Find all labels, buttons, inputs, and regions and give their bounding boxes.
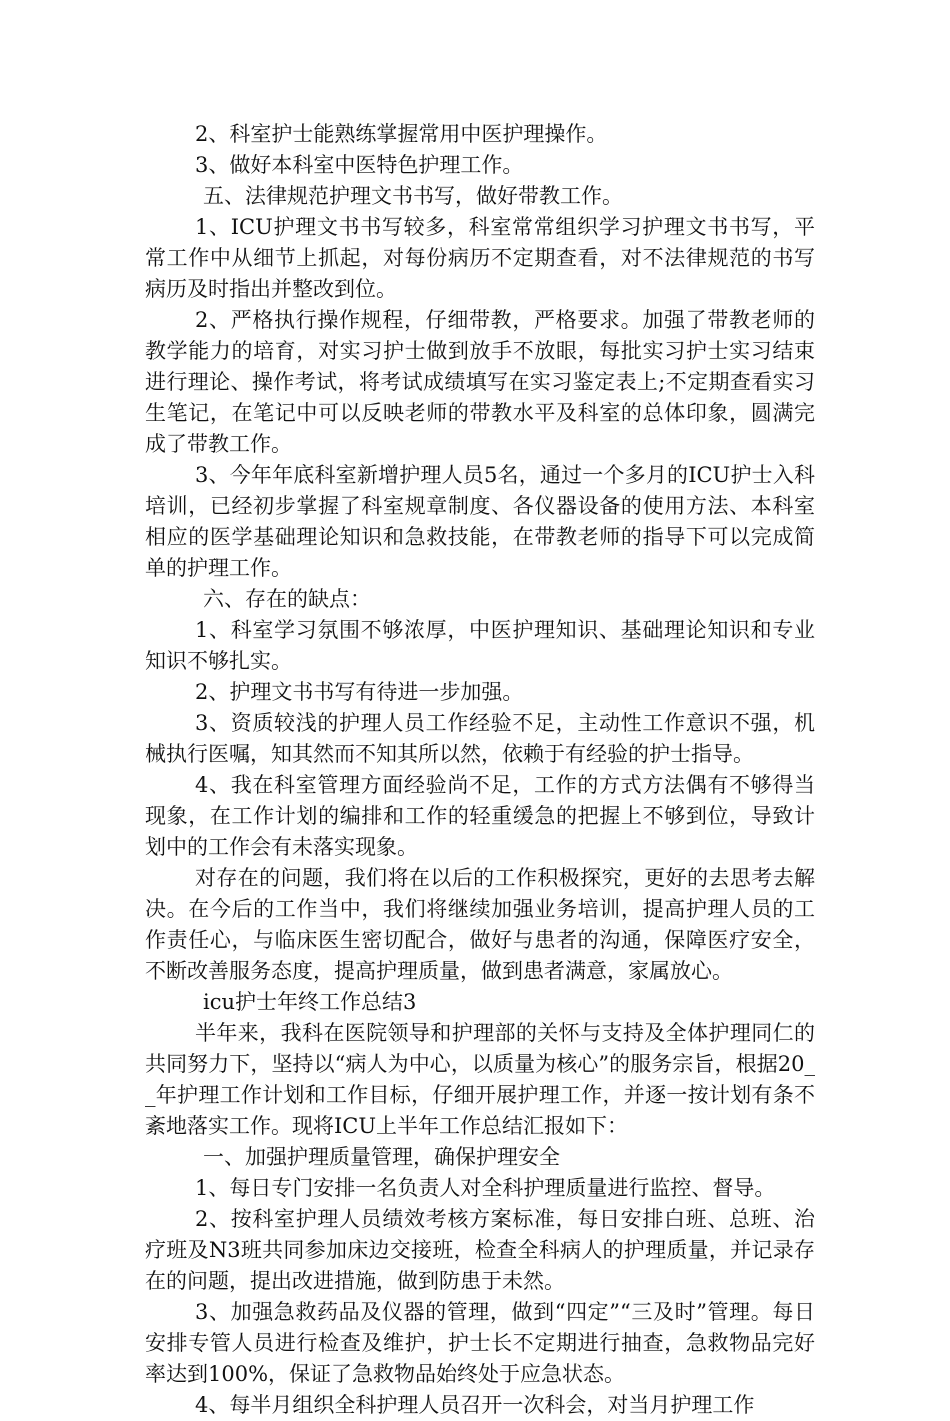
paragraph: 4、每半月组织全科护理人员召开一次科会，对当月护理工作 [195,1393,755,1417]
paragraph: 1、每日专门安排一名负责人对全科护理质量进行监控、督导。 [195,1176,776,1200]
paragraph: 3、做好本科室中医特色护理工作。 [195,153,524,177]
paragraph: 半年来，我科在医院领导和护理部的关怀与支持及全体护理同仁的共同努力下，坚持以“病人为中心，以质量为核心”的服务宗旨，根据20__年护理工作计划和工作目标，仔细开展护理工作，并逐一按计划有条不紊地落实工作。现将ICU上半年工作总结汇报如下： [145,1021,815,1138]
paragraph: 1、科室学习氛围不够浓厚，中医护理知识、基础理论知识和专业知识不够扎实。 [145,618,815,673]
paragraph: 2、严格执行操作规程，仔细带教，严格要求。加强了带教老师的教学能力的培育，对实习护士做到放手不放眼，每批实习护士实习结束进行理论、操作考试，将考试成绩填写在实习鉴定表上;不定期查看实习生笔记，在笔记中可以反映老师的带教水平及科室的总体印象，圆满完成了带教工作。 [145,308,815,456]
paragraph: 对存在的问题，我们将在以后的工作积极探究，更好的去思考去解决。在今后的工作当中，我们将继续加强业务培训，提高护理人员的工作责任心，与临床医生密切配合，做好与患者的沟通，保障医疗安全，不断改善服务态度，提高护理质量，做到患者满意，家属放心。 [145,866,815,983]
section-heading: 一、加强护理质量管理，确保护理安全 [203,1145,560,1169]
paragraph: 3、加强急救药品及仪器的管理，做到“四定”“三及时”管理。每日安排专管人员进行检查及维护，护士长不定期进行抽查，急救物品完好率达到100%，保证了急救物品始终处于应急状态。 [145,1300,815,1386]
section-heading: 五、法律规范护理文书书写，做好带教工作。 [203,184,623,208]
paragraph: 3、今年年底科室新增护理人员5名，通过一个多月的ICU护士入科培训，已经初步掌握了科室规章制度、各仪器设备的使用方法、本科室相应的医学基础理论知识和急救技能，在带教老师的指导下可以完成简单的护理工作。 [145,463,815,580]
document-subtitle: icu护士年终工作总结3 [203,990,417,1014]
paragraph: 1、ICU护理文书书写较多，科室常常组织学习护理文书书写，平常工作中从细节上抓起，对每份病历不定期查看，对不法律规范的书写病历及时指出并整改到位。 [145,215,815,301]
paragraph: 2、按科室护理人员绩效考核方案标准，每日安排白班、总班、治疗班及N3班共同参加床边交接班，检查全科病人的护理质量，并记录存在的问题，提出改进措施，做到防患于未然。 [145,1207,815,1293]
paragraph: 2、科室护士能熟练掌握常用中医护理操作。 [195,122,608,146]
paragraph: 2、护理文书书写有待进一步加强。 [195,680,524,704]
document-body [145,119,815,1421]
section-heading: 六、存在的缺点： [203,587,371,611]
paragraph: 3、资质较浅的护理人员工作经验不足，主动性工作意识不强，机械执行医嘱，知其然而不知其所以然，依赖于有经验的护士指导。 [145,711,815,766]
paragraph: 4、我在科室管理方面经验尚不足，工作的方式方法偶有不够得当现象，在工作计划的编排和工作的轻重缓急的把握上不够到位，导致计划中的工作会有未落实现象。 [145,773,815,859]
